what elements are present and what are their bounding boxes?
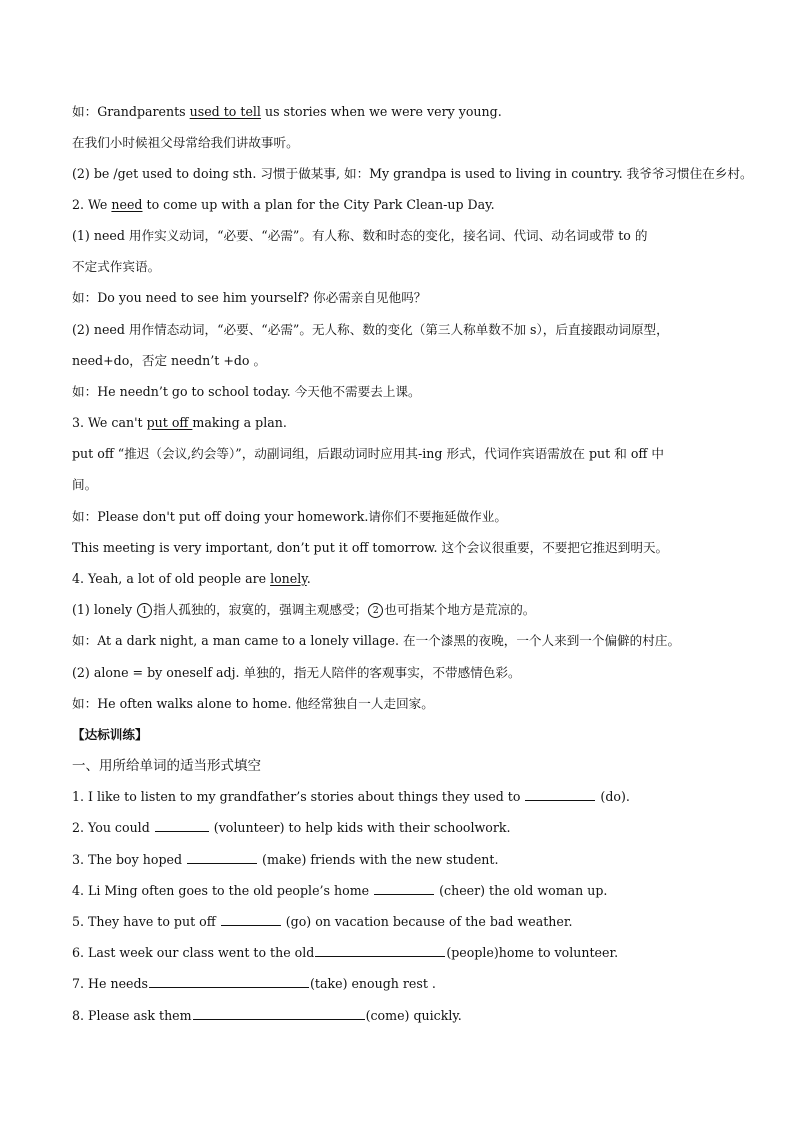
exercise-text: 1. I like to listen to my grandfather’s stories about things they used to bbox=[72, 789, 525, 804]
text-run: (1) lonely bbox=[72, 602, 137, 617]
exercise-text: (volunteer) to help kids with their schoolwork. bbox=[209, 820, 511, 835]
text-line: (1) need 用作实义动词，“必要、“必需”。有人称、数和时态的变化，接名词、代词、动名词或带 to 的 bbox=[72, 228, 648, 243]
text-line: (2) be /get used to doing sth. 习惯于做某事, 如：My grandpa is used to living in country. 我爷爷习惯住在乡村。 bbox=[72, 166, 753, 181]
underlined-phrase: lonely bbox=[270, 571, 307, 586]
exercise-item bbox=[72, 943, 734, 963]
answer-blank[interactable] bbox=[315, 943, 445, 957]
text-run: 也可指某个地方是荒凉的。 bbox=[384, 602, 536, 617]
text-line bbox=[72, 569, 734, 589]
exercise-item bbox=[72, 850, 734, 870]
text-line: 如：He needn’t go to school today. 今天他不需要去上课。 bbox=[72, 384, 421, 399]
underlined-phrase: put off bbox=[146, 415, 193, 430]
text-line bbox=[72, 600, 734, 620]
text-run: to come up with a plan for the City Park Clean-up Day. bbox=[142, 197, 495, 212]
exercise-text: (cheer) the old woman up. bbox=[435, 883, 608, 898]
text-line bbox=[72, 102, 734, 122]
exercise-text: (make) friends with the new student. bbox=[258, 852, 499, 867]
text-line bbox=[72, 413, 734, 433]
text-run: 指人孤独的，寂寞的，强调主观感受； bbox=[153, 602, 368, 617]
text-run: making a plan. bbox=[192, 415, 287, 430]
exercise-text: 7. He needs bbox=[72, 976, 148, 991]
exercise-text: 8. Please ask them bbox=[72, 1008, 192, 1023]
exercise-text: 4. Li Ming often goes to the old people’s home bbox=[72, 883, 374, 898]
text-line: 间。 bbox=[72, 477, 98, 492]
text-line: (2) need 用作情态动词，“必要、“必需”。无人称、数的变化（第三人称单数不加 s），后直接跟动词原型， bbox=[72, 322, 669, 337]
answer-blank[interactable] bbox=[187, 850, 257, 864]
underlined-phrase: need bbox=[111, 197, 143, 212]
text-line: need+do，否定 needn’t +do 。 bbox=[72, 353, 267, 368]
text-line: 如：At a dark night, a man came to a lonely village. 在一个漆黑的夜晚，一个人来到一个偏僻的村庄。 bbox=[72, 633, 681, 648]
circled-number: 2 bbox=[368, 603, 383, 618]
underlined-phrase: used to tell bbox=[189, 104, 261, 119]
answer-blank[interactable] bbox=[525, 787, 595, 801]
answer-blank[interactable] bbox=[155, 818, 209, 832]
text-line: 在我们小时候祖父母常给我们讲故事听。 bbox=[72, 135, 299, 150]
exercise-text: 2. You could bbox=[72, 820, 154, 835]
text-line: 如：Do you need to see him yourself? 你必需亲自见他吗？ bbox=[72, 290, 427, 305]
exercise-text: 5. They have to put off bbox=[72, 914, 220, 929]
text-line: 不定式作宾语。 bbox=[72, 259, 161, 274]
exercise-text: (do). bbox=[596, 789, 630, 804]
exercise-text: (come) quickly. bbox=[365, 1008, 462, 1023]
exercise-item bbox=[72, 881, 734, 901]
text-run: 4. Yeah, a lot of old people are bbox=[72, 571, 271, 586]
answer-blank[interactable] bbox=[149, 974, 309, 988]
exercise-text: 6. Last week our class went to the old bbox=[72, 945, 315, 960]
text-run: 如：Grandparents bbox=[72, 104, 190, 119]
text-run: 3. We can't bbox=[72, 415, 147, 430]
exercise-text: (people)home to volunteer. bbox=[446, 945, 619, 960]
circled-number: 1 bbox=[137, 603, 152, 618]
text-line: 如：Please don't put off doing your homework.请你们不要拖延做作业。 bbox=[72, 509, 507, 524]
answer-blank[interactable] bbox=[221, 912, 281, 926]
text-line: 如：He often walks alone to home. 他经常独自一人走回家。 bbox=[72, 696, 434, 711]
text-line: This meeting is very important, don’t put it off tomorrow. 这个会议很重要，不要把它推迟到明天。 bbox=[72, 540, 669, 555]
text-run: . bbox=[306, 571, 311, 586]
text-run: 2. We bbox=[72, 197, 112, 212]
exercise-text: 3. The boy hoped bbox=[72, 852, 187, 867]
section-title: 【达标训练】 bbox=[72, 727, 148, 742]
text-line: (2) alone = by oneself adj. 单独的，指无人陪伴的客观事实，不带感情色彩。 bbox=[72, 665, 521, 680]
exercise-text: (go) on vacation because of the bad weather. bbox=[281, 914, 573, 929]
exercise-item bbox=[72, 974, 734, 994]
text-line bbox=[72, 195, 734, 215]
exercise-item bbox=[72, 787, 734, 807]
answer-blank[interactable] bbox=[193, 1006, 365, 1020]
text-run: us stories when we were very young. bbox=[260, 104, 502, 119]
text-line: put off “推迟（会议,约会等）”，动副词组，后跟动词时应用其-ing 形式，代词作宾语需放在 put 和 off 中 bbox=[72, 446, 664, 461]
exercise-item bbox=[72, 818, 734, 838]
exercise-item bbox=[72, 1006, 734, 1026]
part-title: 一、用所给单词的适当形式填空 bbox=[72, 758, 261, 774]
exercise-item bbox=[72, 912, 734, 932]
answer-blank[interactable] bbox=[374, 881, 434, 895]
exercise-text: (take) enough rest . bbox=[310, 976, 436, 991]
